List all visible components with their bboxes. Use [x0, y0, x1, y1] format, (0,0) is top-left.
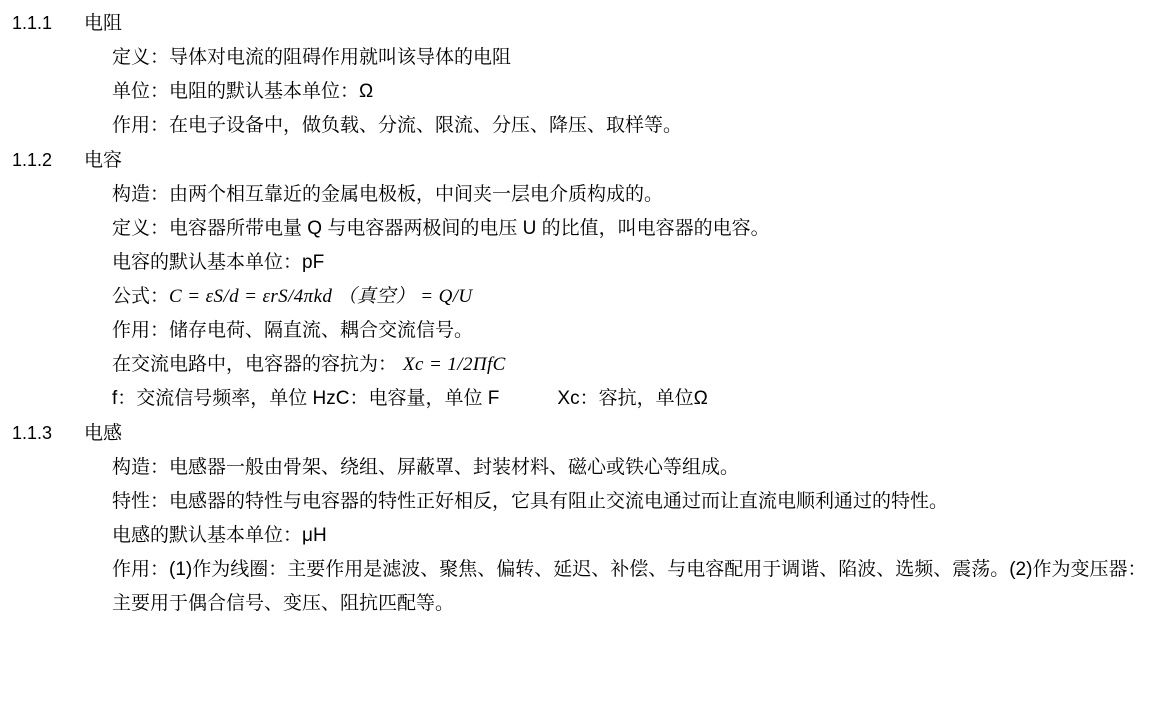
- section-title: 电容: [84, 150, 123, 171]
- section-number: 1.1.1: [12, 13, 53, 33]
- section-line: 电容的默认基本单位：pF: [112, 252, 325, 273]
- section-heading: [0, 143, 1169, 178]
- section-line: 构造：电感器一般由骨架、绕组、屏蔽罩、封装材料、磁心或铁心等组成。: [112, 457, 740, 478]
- section-heading: [0, 6, 1169, 41]
- capacitance-formula: C = εS/d = εrS/4πkd （真空） = Q/U: [169, 286, 473, 307]
- section-line: 定义：电容器所带电量 Q 与电容器两极间的电压 U 的比值，叫电容器的电容。: [112, 218, 770, 239]
- legend-reactance: Xc：容抗，单位Ω: [557, 388, 708, 409]
- section-line: 单位：电阻的默认基本单位：Ω: [112, 81, 374, 102]
- section-1-1-1: [0, 6, 1169, 143]
- section-title: 电阻: [84, 13, 123, 34]
- section-line: 作用：储存电荷、隔直流、耦合交流信号。: [112, 320, 474, 341]
- legend-capacitance: C：电容量，单位 F: [335, 388, 500, 409]
- formula-label: 公式：: [112, 286, 170, 307]
- section-1-1-2: [0, 143, 1169, 416]
- section-1-1-3: [0, 416, 1169, 621]
- section-number: 1.1.3: [12, 423, 53, 443]
- reactance-line: [112, 348, 1169, 382]
- inductor-usage-paragraph: 作用：(1)作为线圈：主要作用是滤波、聚焦、偏转、延迟、补偿、与电容配用于调谐、陷波、选频、震荡。(2)作为变压器：主要用于偶合信号、变压、阻抗匹配等。: [112, 559, 1147, 614]
- section-title: 电感: [84, 423, 123, 444]
- section-line: 电感的默认基本单位：μH: [112, 525, 327, 546]
- symbol-legend: [112, 382, 1169, 416]
- capacitance-formula-line: [112, 280, 1169, 314]
- section-line: 构造：由两个相互靠近的金属电极板，中间夹一层电介质构成的。: [112, 184, 664, 205]
- section-line: 作用：在电子设备中，做负载、分流、限流、分压、降压、取样等。: [112, 115, 683, 136]
- section-line: 特性：电感器的特性与电容器的特性正好相反，它具有阻止交流电通过而让直流电顺利通过的特性。: [112, 491, 949, 512]
- section-number: 1.1.2: [12, 150, 53, 170]
- legend-frequency: f：交流信号频率，单位 Hz: [112, 388, 336, 409]
- section-line: 定义：导体对电流的阻碍作用就叫该导体的电阻: [112, 47, 512, 68]
- reactance-formula: Xc = 1/2ΠfC: [403, 354, 506, 375]
- section-heading: [0, 416, 1169, 451]
- reactance-label: 在交流电路中，电容器的容抗为：: [112, 354, 398, 375]
